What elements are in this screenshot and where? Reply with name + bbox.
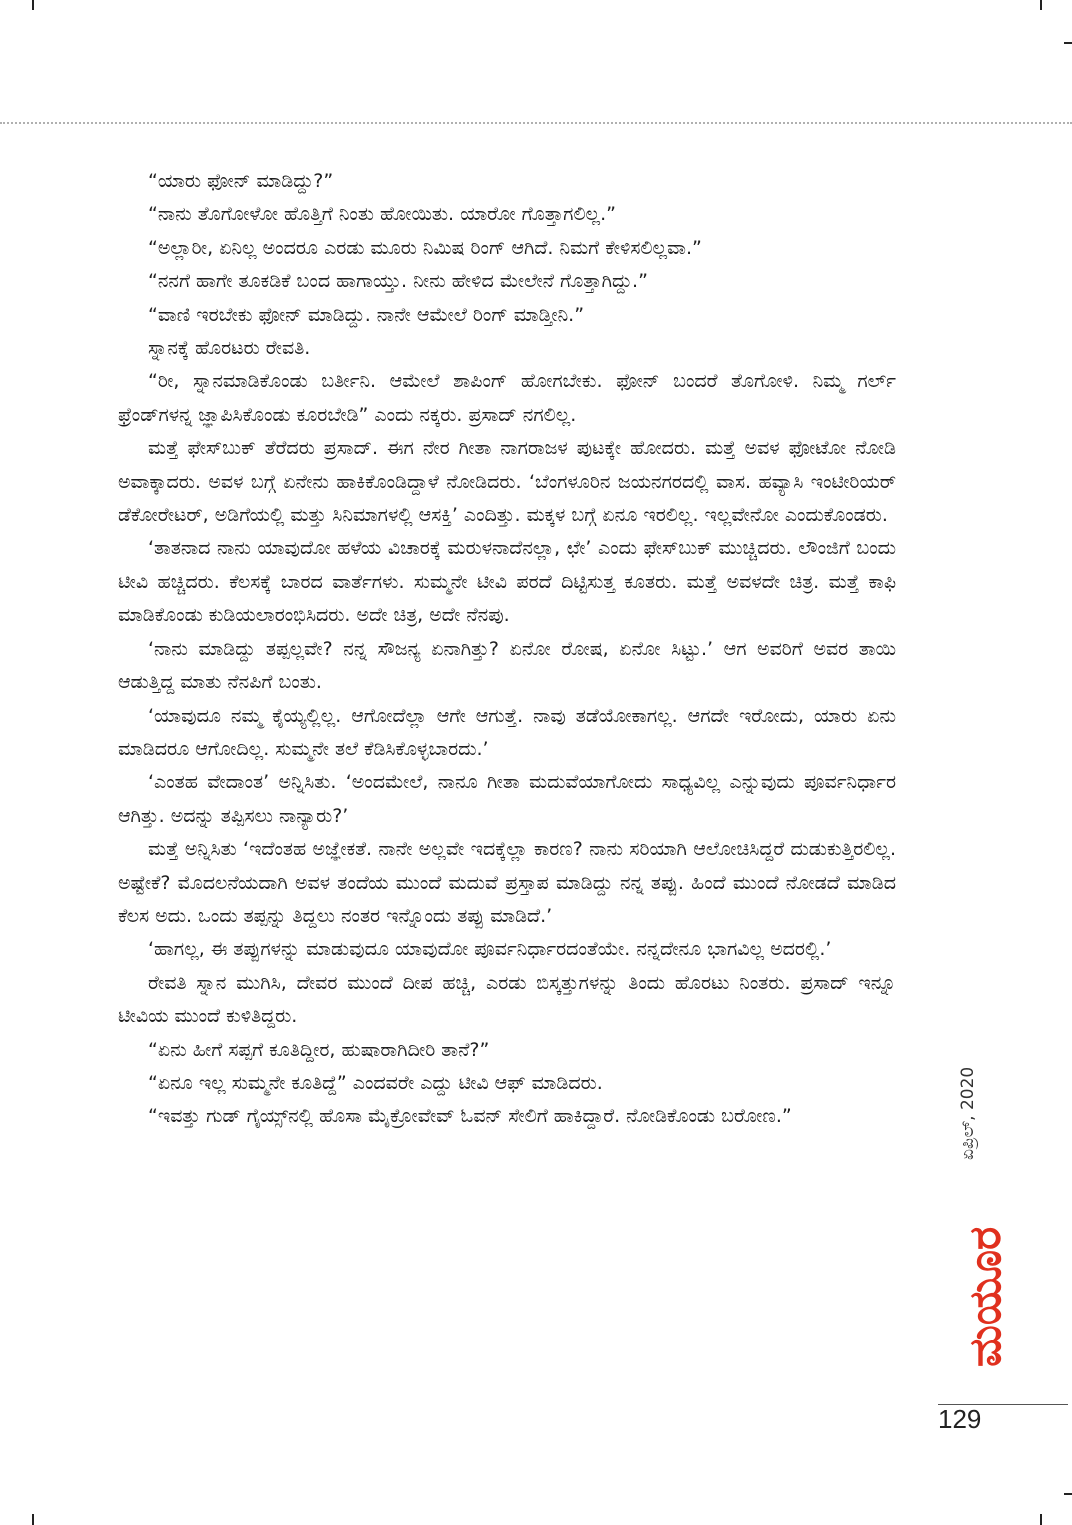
paragraph: ರೇವತಿ ಸ್ನಾನ ಮುಗಿಸಿ, ದೇವರ ಮುಂದೆ ದೀಪ ಹಚ್ಚಿ, ಎರಡು ಬಿಸ್ಕತ್ತುಗಳನ್ನು ತಿಂದು ಹೊರಟು ನಿಂತರು. ಪ್ರಸಾದ್ ಇನ್ನೂ ಟೀವಿಯ ಮುಂದೆ ಕುಳಿತಿದ್ದರು.: [118, 971, 896, 1028]
paragraph: “ರೀ, ಸ್ನಾನಮಾಡಿಕೊಂಡು ಬರ್ತೀನಿ. ಆಮೇಲೆ ಶಾಪಿಂಗ್ ಹೋಗಬೇಕು. ಫೋನ್ ಬಂದರೆ ತೊಗೋಳಿ. ನಿಮ್ಮ ಗರ್ಲ್ ಫ್ರೆಂಡ್‌ಗಳನ್ನ ಜ್ಞಾಪಿಸಿಕೊಂಡು ಕೂರಬೇಡಿ” ಎಂದು ನಕ್ಕರು. ಪ್ರಸಾದ್ ನಗಲಿಲ್ಲ.: [118, 370, 896, 426]
story-body: [118, 165, 896, 1134]
header-dotted-rule: [0, 122, 1072, 124]
paragraph: “ಏನು ಹೀಗೆ ಸಪ್ಪಗೆ ಕೂತಿದ್ದೀರ, ಹುಷಾರಾಗಿದೀರಿ ತಾನೆ?”: [148, 1038, 490, 1061]
page-number: 129: [938, 1404, 982, 1434]
paragraph: ‘ತಾತನಾದ ನಾನು ಯಾವುದೋ ಹಳೆಯ ವಿಚಾರಕ್ಕೆ ಮರುಳನಾದೆನಲ್ಲಾ, ಛೇ’ ಎಂದು ಫೇಸ್‌ಬುಕ್ ಮುಚ್ಚಿದರು. ಲೌಂಜಿಗೆ ಬಂದು ಟೀವಿ ಹಚ್ಚಿದರು. ಕೆಲಸಕ್ಕೆ ಬಾರದ ವಾರ್ತೆಗಳು. ಸುಮ್ಮನೇ ಟೀವಿ ಪರದೆ ದಿಟ್ಟಿಸುತ್ತ ಕೂತರು. ಮತ್ತೆ ಅವಳದೇ ಚಿತ್ರ. ಮತ್ತೆ ಕಾಫಿ ಮಾಡಿಕೊಂಡು ಕುಡಿಯಲಾರಂಭಿಸಿದರು. ಅದೇ ಚಿತ್ರ, ಅದೇ ನೆನಪು.: [118, 537, 896, 627]
paragraph: ಸ್ನಾನಕ್ಕೆ ಹೊರಟರು ರೇವತಿ.: [148, 337, 311, 360]
issue-date: ಏಪ್ರಿಲ್, 2020: [958, 1066, 978, 1160]
crop-mark-right-lower: [1064, 1493, 1072, 1495]
paragraph: “ನಾನು ತೊಗೋಳೋ ಹೊತ್ತಿಗೆ ನಿಂತು ಹೋಯಿತು. ಯಾರೋ ಗೊತ್ತಾಗಲಿಲ್ಲ.”: [148, 203, 617, 226]
paragraph: “ವಾಣಿ ಇರಬೇಕು ಫೋನ್ ಮಾಡಿದ್ದು. ನಾನೇ ಆಮೇಲೆ ರಿಂಗ್ ಮಾಡ್ತೀನಿ.”: [148, 303, 585, 326]
crop-mark-top-left: [32, 0, 34, 10]
paragraph: ‘ಯಾವುದೂ ನಮ್ಮ ಕೈಯ್ಯಲ್ಲಿಲ್ಲ. ಆಗೋದೆಲ್ಲಾ ಆಗೇ ಆಗುತ್ತೆ. ನಾವು ತಡೆಯೋಕಾಗಲ್ಲ. ಆಗದೇ ಇರೋದು, ಯಾರು ಏನು ಮಾಡಿದರೂ ಆಗೋದಿಲ್ಲ. ಸುಮ್ಮನೇ ತಲೆ ಕೆಡಿಸಿಕೊಳ್ಳಬಾರದು.’: [118, 704, 896, 760]
crop-mark-bottom-left: [32, 1514, 34, 1525]
paragraph: “ಏನೂ ಇಲ್ಲ ಸುಮ್ಮನೇ ಕೂತಿದ್ದೆ” ಎಂದವರೇ ಎದ್ದು ಟೀವಿ ಆಫ್ ಮಾಡಿದರು.: [148, 1071, 603, 1094]
paragraph: ‘ಎಂತಹ ವೇದಾಂತ’ ಅನ್ನಿಸಿತು. ‘ಅಂದಮೇಲೆ, ನಾನೂ ಗೀತಾ ಮದುವೆಯಾಗೋದು ಸಾಧ್ಯವಿಲ್ಲ ಎನ್ನುವುದು ಪೂರ್ವನಿರ್ಧಾರ ಆಗಿತ್ತು. ಅದನ್ನು ತಪ್ಪಿಸಲು ನಾನ್ಯಾರು?’: [118, 771, 896, 827]
paragraph: “ಅಲ್ಲಾರೀ, ಏನಿಲ್ಲ ಅಂದರೂ ಎರಡು ಮೂರು ನಿಮಿಷ ರಿಂಗ್ ಆಗಿದೆ. ನಿಮಗೆ ಕೇಳಿಸಲಿಲ್ಲವಾ.”: [148, 236, 702, 259]
paragraph: ಮತ್ತೆ ಫೇಸ್‌ಬುಕ್ ತೆರೆದರು ಪ್ರಸಾದ್. ಈಗ ನೇರ ಗೀತಾ ನಾಗರಾಜಳ ಪುಟಕ್ಕೇ ಹೋದರು. ಮತ್ತೆ ಅವಳ ಫೋಟೋ ನೋಡಿ ಅವಾಕ್ಕಾದರು. ಅವಳ ಬಗ್ಗೆ ಏನೇನು ಹಾಕಿಕೊಂಡಿದ್ದಾಳೆ ನೋಡಿದರು. ‘ಬೆಂಗಳೂರಿನ ಜಯನಗರದಲ್ಲಿ ವಾಸ. ಹವ್ಯಾಸಿ ಇಂಟೀರಿಯರ್ ಡೆಕೋರೇಟರ್, ಅಡಿಗೆಯಲ್ಲಿ ಮತ್ತು ಸಿನಿಮಾಗಳಲ್ಲಿ ಆಸಕ್ತಿ’ ಎಂದಿತ್ತು. ಮಕ್ಕಳ ಬಗ್ಗೆ ಏನೂ ಇರಲಿಲ್ಲ. ಇಲ್ಲವೇನೋ ಎಂದುಕೊಂಡರು.: [118, 437, 896, 527]
crop-mark-bottom-right: [1040, 1514, 1042, 1525]
paragraph: “ಯಾರು ಫೋನ್ ಮಾಡಿದ್ದು?”: [148, 170, 334, 192]
paragraph: ಮತ್ತೆ ಅನ್ನಿಸಿತು ‘ಇದೆಂತಹ ಅಜ್ಞೇಕತೆ. ನಾನೇ ಅಲ್ಲವೇ ಇದಕ್ಕೆಲ್ಲಾ ಕಾರಣ? ನಾನು ಸರಿಯಾಗಿ ಆಲೋಚಿಸಿದ್ದರೆ ದುಡುಕುತ್ತಿರಲಿಲ್ಲ. ಅಷ್ಟೇಕೆ? ಮೊದಲನೆಯದಾಗಿ ಅವಳ ತಂದೆಯ ಮುಂದೆ ಮದುವೆ ಪ್ರಸ್ತಾಪ ಮಾಡಿದ್ದು ನನ್ನ ತಪ್ಪು. ಹಿಂದೆ ಮುಂದೆ ನೋಡದೆ ಮಾಡಿದ ಕೆಲಸ ಅದು. ಒಂದು ತಪ್ಪನ್ನು ತಿದ್ದಲು ನಂತರ ಇನ್ನೊಂದು ತಪ್ಪು ಮಾಡಿದೆ.’: [118, 838, 896, 927]
crop-mark-right-upper: [1064, 42, 1072, 44]
paragraph: “ನನಗೆ ಹಾಗೇ ತೂಕಡಿಕೆ ಬಂದ ಹಾಗಾಯ್ತು. ನೀನು ಹೇಳಿದ ಮೇಲೇನೆ ಗೊತ್ತಾಗಿದ್ದು.”: [148, 270, 648, 293]
paragraph: “ಇವತ್ತು ಗುಡ್ ಗೈಯ್ಸ್‌ನಲ್ಲಿ ಹೊಸಾ ಮೈಕ್ರೋವೇವ್ ಓವನ್ ಸೇಲಿಗೆ ಹಾಕಿದ್ದಾರೆ. ನೋಡಿಕೊಂಡು ಬರೋಣ.”: [148, 1105, 792, 1128]
crop-mark-top-right: [1040, 0, 1042, 10]
magazine-name: ಮಯೂರ: [960, 1226, 1011, 1367]
paragraph: ‘ನಾನು ಮಾಡಿದ್ದು ತಪ್ಪಲ್ಲವೇ? ನನ್ನ ಸೌಜನ್ಯ ಏನಾಗಿತ್ತು? ಏನೋ ರೋಷ, ಏನೋ ಸಿಟ್ಟು.’ ಆಗ ಅವರಿಗೆ ಅವರ ತಾಯಿ ಆಡುತ್ತಿದ್ದ ಮಾತು ನೆನಪಿಗೆ ಬಂತು.: [118, 637, 896, 694]
paragraph: ‘ಹಾಗಲ್ಲ, ಈ ತಪ್ಪುಗಳನ್ನು ಮಾಡುವುದೂ ಯಾವುದೋ ಪೂರ್ವನಿರ್ಧಾರದಂತೆಯೇ. ನನ್ನದೇನೂ ಭಾಗವಿಲ್ಲ ಅದರಲ್ಲಿ.’: [148, 938, 832, 961]
